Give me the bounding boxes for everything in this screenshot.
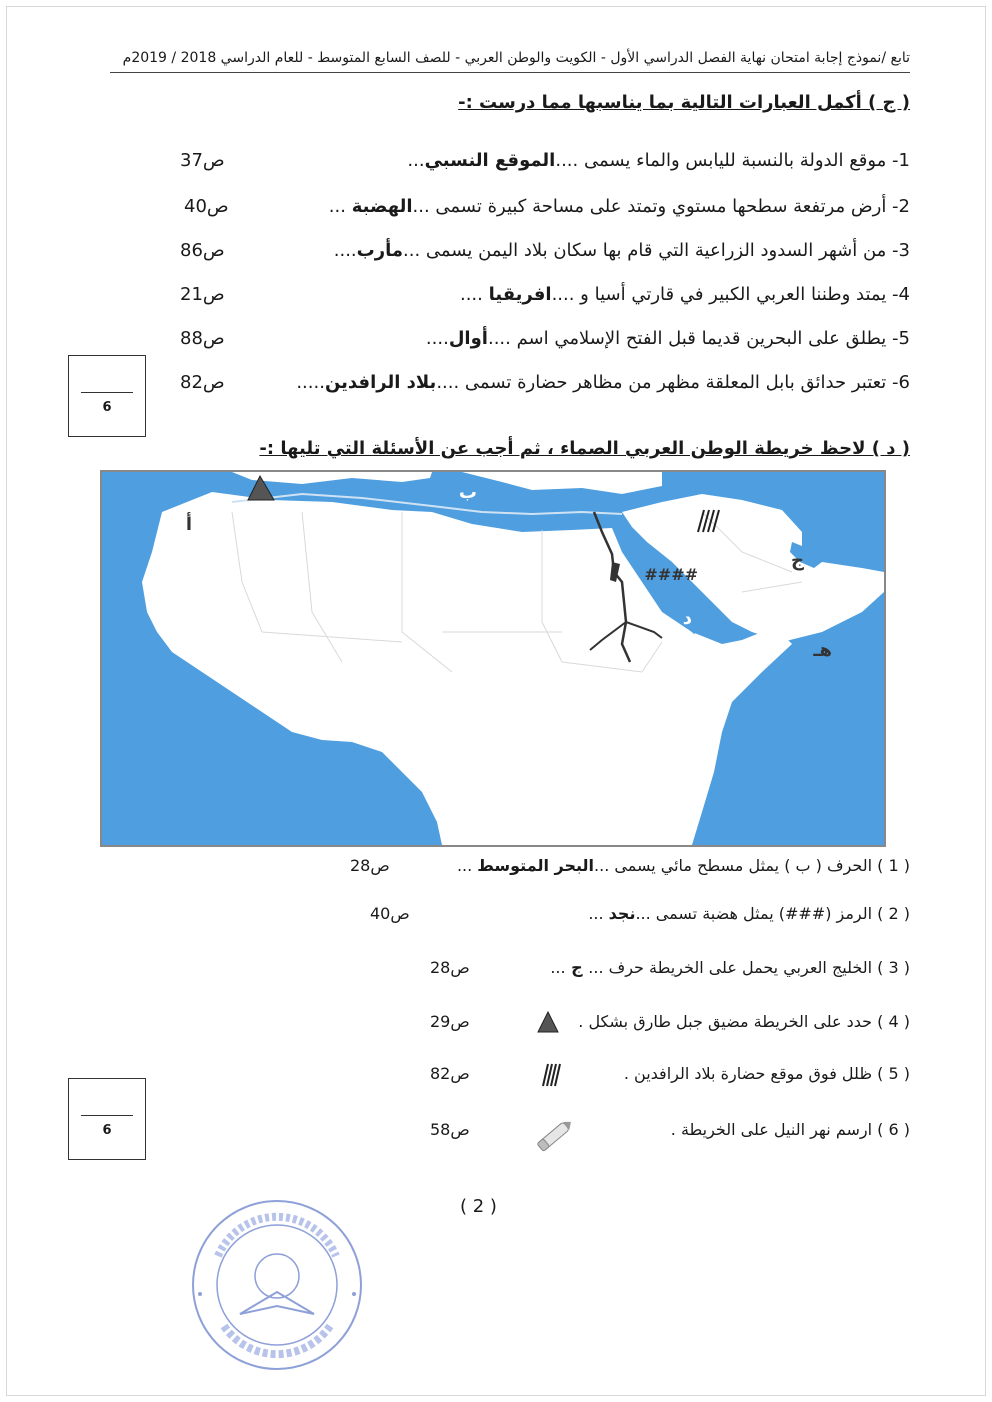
item-text: ( 4 ) حدد على الخريطة مضيق جبل طارق بشكل . bbox=[578, 1012, 910, 1031]
item-text: ( 3 ) الخليج العربي يحمل على الخريطة حرف ... bbox=[588, 958, 910, 977]
item-page-ref: ص82 bbox=[180, 372, 225, 393]
item-text: 6- تعتبر حدائق بابل المعلقة مظهر من مظاهر حضارة تسمى .... bbox=[436, 372, 910, 393]
item-page-ref: ص28 bbox=[350, 856, 390, 875]
score-value: 6 bbox=[102, 400, 112, 415]
item-text: 3- من أشهر السدود الزراعية التي قام بها سكان بلاد اليمن يسمى ... bbox=[403, 240, 910, 261]
item-answer: ج bbox=[565, 958, 589, 977]
score-divider bbox=[81, 392, 133, 393]
item-page-ref: ص28 bbox=[430, 958, 470, 977]
score-box-c bbox=[68, 355, 146, 437]
item-tail: ... bbox=[550, 958, 566, 977]
item-tail: ... bbox=[456, 856, 478, 875]
item-page-ref: ص86 bbox=[180, 240, 225, 261]
item-page-ref: ص40 bbox=[184, 196, 229, 217]
item-page-ref: ص88 bbox=[180, 328, 225, 349]
europe-landmass bbox=[102, 472, 432, 484]
item-answer: افريقيا bbox=[488, 284, 552, 305]
item-text: 5- يطلق على البحرين قديما قبل الفتح الإسلامي اسم .... bbox=[487, 328, 910, 349]
anatolia-landmass bbox=[462, 472, 662, 494]
item-tail: ... bbox=[588, 904, 609, 923]
item-page-ref: ص40 bbox=[370, 904, 410, 923]
section-d-title: ( د ) لاحظ خريطة الوطن العربي الصماء ، ثم أجب عن الأسئلة التي تليها :- bbox=[259, 438, 910, 459]
item-tail: ... bbox=[407, 150, 425, 171]
hatch-icon bbox=[540, 1062, 564, 1088]
item-page-ref: ص82 bbox=[430, 1064, 470, 1083]
map-label-jim: ج bbox=[791, 550, 804, 571]
map-label-dal: د bbox=[682, 608, 692, 629]
item-tail: ..... bbox=[296, 372, 325, 393]
item-tail: ... bbox=[328, 196, 352, 217]
item-text: 2- أرض مرتفعة سطحها مستوي وتمتد على مساحة كبيرة تسمى ... bbox=[412, 196, 910, 217]
official-stamp-icon bbox=[188, 1196, 366, 1374]
item-page-ref: ص37 bbox=[180, 150, 225, 171]
item-answer: مأرب bbox=[356, 240, 403, 261]
item-page-ref: ص21 bbox=[180, 284, 225, 305]
pen-icon bbox=[530, 1114, 578, 1158]
item-text: 4- يمتد وطننا العربي الكبير في قارتي أسيا و .... bbox=[551, 284, 910, 305]
score-divider bbox=[81, 1115, 133, 1116]
item-text: 1- موقع الدولة بالنسبة لليابس والماء يسمى .... bbox=[555, 150, 910, 171]
map-label-hash: #### bbox=[644, 565, 698, 584]
map-label-alif: أ bbox=[185, 514, 192, 535]
item-page-ref: ص58 bbox=[430, 1120, 470, 1139]
exam-header: تابع /نموذج إجابة امتحان نهاية الفصل الدراسي الأول - الكويت والوطن العربي - للصف السابع المتوسط - للعام الدراسي 2018 / 2019م bbox=[110, 50, 910, 73]
item-answer: بلاد الرافدين bbox=[324, 372, 437, 393]
item-answer: البحر المتوسط bbox=[477, 856, 595, 875]
item-answer: أوال bbox=[448, 328, 488, 349]
map-label-ba: ب bbox=[458, 482, 477, 503]
item-tail: .... bbox=[333, 240, 357, 261]
item-page-ref: ص29 bbox=[430, 1012, 470, 1031]
section-c-title: ( ج ) أكمل العبارات التالية بما يناسبها مما درست :- bbox=[458, 92, 910, 113]
map-svg bbox=[102, 472, 884, 845]
map-label-ha: هـ bbox=[813, 640, 832, 661]
item-tail: .... bbox=[459, 284, 489, 305]
arab-world-map bbox=[100, 470, 886, 847]
item-answer: الموقع النسبي bbox=[424, 150, 556, 171]
item-text: ( 1 ) الحرف ( ب ) يمثل مسطح مائي يسمى ... bbox=[594, 856, 910, 875]
item-answer: الهضبة bbox=[351, 196, 413, 217]
score-value: 6 bbox=[102, 1123, 112, 1138]
page-number: ( 2 ) bbox=[460, 1196, 497, 1217]
score-box-d bbox=[68, 1078, 146, 1160]
item-tail: .... bbox=[425, 328, 449, 349]
triangle-icon bbox=[536, 1010, 560, 1034]
item-text: ( 5 ) ظلل فوق موقع حضارة بلاد الرافدين . bbox=[623, 1064, 910, 1083]
item-answer: نجد bbox=[608, 904, 636, 923]
item-text: ( 2 ) الرمز (###) يمثل هضبة تسمى ... bbox=[635, 904, 910, 923]
item-text: ( 6 ) ارسم نهر النيل على الخريطة . bbox=[670, 1120, 910, 1139]
